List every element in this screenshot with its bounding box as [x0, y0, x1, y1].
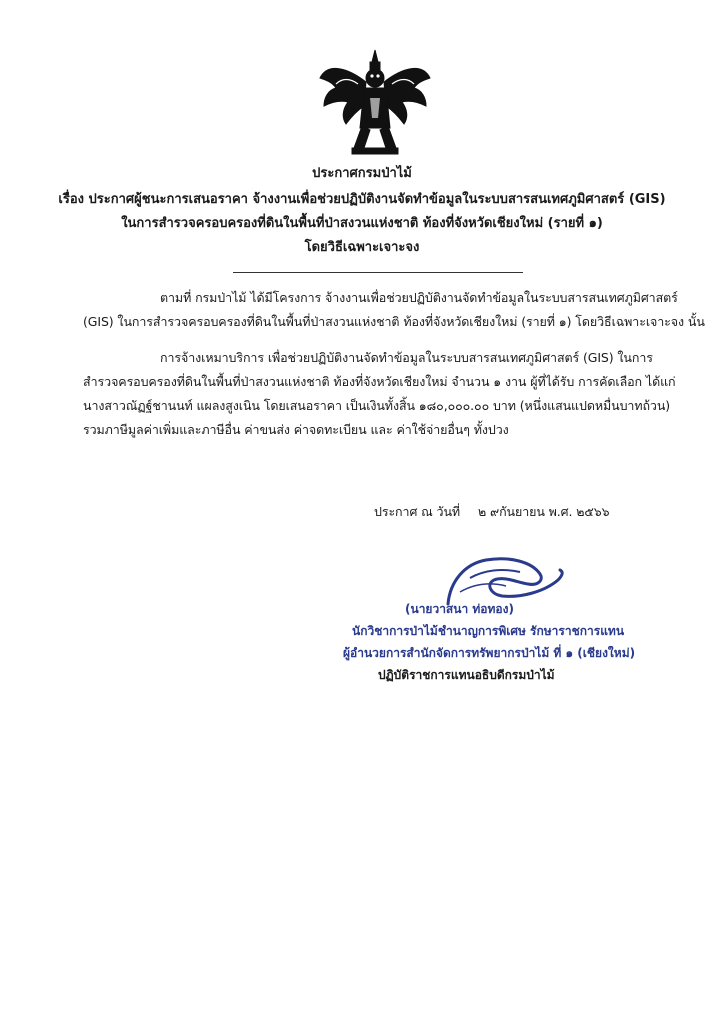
date-label: ประกาศ ณ วันที่	[374, 504, 461, 519]
paragraph2-line1: การจ้างเหมาบริการ เพื่อช่วยปฏิบัติงานจัดทำข้อมูลในระบบสารสนเทศภูมิศาสตร์ (GIS) ในการ	[160, 350, 653, 365]
paragraph1-line1: ตามที่ กรมป่าไม้ ได้มีโครงการ จ้างงานเพื่อช่วยปฏิบัติงานจัดทำข้อมูลในระบบสารสนเทศภูมิศาสตร์	[160, 290, 678, 305]
divider-line	[233, 272, 523, 273]
subject-line-2: ในการสำรวจครอบครองที่ดินในพื้นที่ป่าสงวนแห่งชาติ ท้องที่จังหวัดเชียงใหม่ (รายที่ ๑)	[121, 216, 603, 231]
garuda-emblem-icon	[318, 48, 432, 158]
signatory-position-1: นักวิชาการป่าไม้ชำนาญการพิเศษ รักษาราชการแทน	[352, 624, 625, 638]
paragraph2-line2: สำรวจครอบครองที่ดินในพื้นที่ป่าสงวนแห่งชาติ ท้องที่จังหวัดเชียงใหม่ จำนวน ๑ งาน ผู้ที่ได้รับ การคัดเลือก ได้แก่	[83, 374, 676, 389]
signatory-position-2: ผู้อำนวยการสำนักจัดการทรัพยากรป่าไม้ ที่ ๑ (เชียงใหม่)	[343, 646, 636, 660]
subject-line-1: เรื่อง ประกาศผู้ชนะการเสนอราคา จ้างงานเพื่อช่วยปฏิบัติงานจัดทำข้อมูลในระบบสารสนเทศภูมิศาสตร์ (GIS)	[58, 192, 666, 207]
paragraph2-line4: รวมภาษีมูลค่าเพิ่มและภาษีอื่น ค่าขนส่ง ค่าจดทะเบียน และ ค่าใช้จ่ายอื่นๆ ทั้งปวง	[83, 422, 509, 437]
date-value: ๒ ๙กันยายน พ.ศ. ๒๕๖๖	[478, 504, 610, 519]
subject-line-3: โดยวิธีเฉพาะเจาะจง	[304, 240, 420, 255]
signatory-position-3: ปฏิบัติราชการแทนอธิบดีกรมป่าไม้	[378, 668, 555, 682]
paragraph2-line3: นางสาวณัฏฐ์ชานนท์ แผลงสูงเนิน โดยเสนอราคา เป็นเงินทั้งสิ้น ๑๘๐,๐๐๐.๐๐ บาท (หนึ่งแสนแปดหมื่นบาทถ้วน)	[83, 398, 671, 413]
announcement-title: ประกาศกรมป่าไม้	[312, 166, 412, 181]
paragraph1-line2: (GIS) ในการสำรวจครอบครองที่ดินในพื้นที่ป่าสงวนแห่งชาติ ท้องที่จังหวัดเชียงใหม่ (รายที่ ๑) โดยวิธีเฉพาะเจาะจง นั้น	[83, 314, 705, 329]
signatory-name: (นายวาสนา ท่อทอง)	[405, 602, 514, 616]
